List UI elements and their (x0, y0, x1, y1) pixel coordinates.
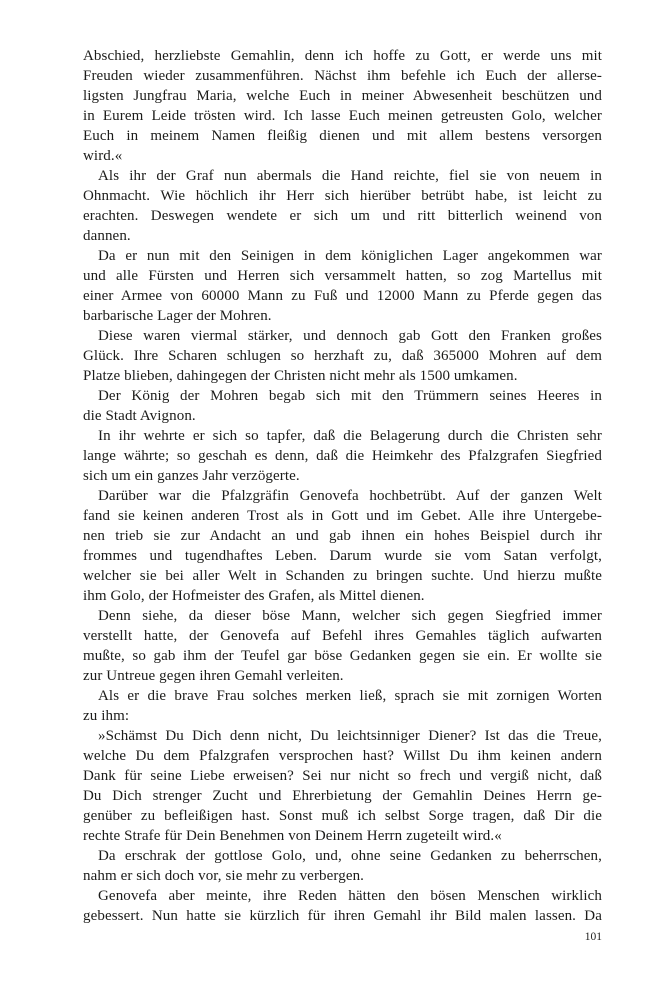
text-line: Als er die brave Frau solches merken ließ, sprach sie mit zornigen Worten (98, 688, 602, 704)
text-line: Freuden wieder zusammenführen. Nächst ihm befehle ich Euch der allerse- (83, 68, 602, 84)
text-line: barbarische Lager der Mohren. (83, 308, 272, 324)
paragraph (83, 46, 602, 166)
paragraph (83, 726, 602, 846)
text-line: einer Armee von 60000 Mann zu Fuß und 12000 Mann zu Pferde gegen das (83, 288, 602, 304)
text-line: Als ihr der Graf nun abermals die Hand reichte, fiel sie von neuem in (98, 168, 602, 184)
text-line: dannen. (83, 228, 131, 244)
text-line: lange währte; so geschah es denn, daß die Heimkehr des Pfalzgrafen Siegfried (83, 448, 602, 464)
text-line: welche Du dem Pfalzgrafen versprochen hast? Willst Du ihm keinen andern (83, 748, 602, 764)
text-line: wird.« (83, 148, 123, 164)
text-line: und alle Fürsten und Herren sich versammelt hatten, so zog Martellus mit (83, 268, 602, 284)
text-line: Euch in meinem Namen fleißig dienen und mit allem bestens versorgen (83, 128, 602, 144)
text-line: Diese waren viermal stärker, und dennoch gab Gott den Franken großes (98, 328, 602, 344)
text-line: Da erschrak der gottlose Golo, und, ohne seine Gedanken zu beherrschen, (98, 848, 602, 864)
text-line: rechte Strafe für Dein Benehmen von Deinem Herrn zugeteilt wird.« (83, 828, 502, 844)
text-line: Genovefa aber meinte, ihre Reden hätten den bösen Menschen wirklich (98, 888, 602, 904)
text-line: In ihr wehrte er sich so tapfer, daß die Belagerung durch die Christen sehr (98, 428, 602, 444)
paragraph (83, 166, 602, 246)
paragraph (83, 846, 602, 886)
text-line: mußte, so gab ihm der Teufel gar böse Gedanken gegen sie ein. Er wollte sie (83, 648, 602, 664)
text-line: die Stadt Avignon. (83, 408, 196, 424)
text-line: fand sie keinen anderen Trost als in Gott und im Gebet. Alle ihre Untergebe- (83, 508, 602, 524)
paragraph (83, 386, 602, 426)
text-line: nen trieb sie zur Andacht an und gab ihnen ein hohes Beispiel durch ihr (83, 528, 602, 544)
text-line: zu ihm: (83, 708, 130, 724)
text-line: frommes und tugendhaftes Leben. Darum wurde sie vom Satan verfolgt, (83, 548, 602, 564)
text-line: welcher sie bei aller Welt in Schanden zu bringen suchte. Und hierzu mußte (83, 568, 602, 584)
text-line: ligsten Jungfrau Maria, welche Euch in meiner Abwesenheit beschützen und (83, 88, 602, 104)
text-line: nahm er sich doch vor, sie mehr zu verbergen. (83, 868, 365, 884)
text-line: sich um ein ganzes Jahr verzögerte. (83, 468, 300, 484)
text-line: ihm Golo, der Hofmeister des Grafen, als Mittel dienen. (83, 588, 425, 604)
text-line: Ohnmacht. Wie höchlich ihr Herr sich hierüber betrübt habe, ist leicht zu (83, 188, 602, 204)
text-line: erachten. Deswegen wendete er sich um und ritt bitterlich weinend von (83, 208, 602, 224)
text-line: zur Untreue gegen ihren Gemahl verleiten. (83, 668, 344, 684)
text-line: Platze blieben, dahingegen der Christen nicht mehr als 1500 umkamen. (83, 368, 518, 384)
paragraph (83, 886, 602, 926)
paragraph (83, 606, 602, 686)
text-block (83, 46, 602, 926)
page-number: 101 (584, 931, 602, 943)
text-line: Glück. Ihre Scharen schlugen so herzhaft zu, daß 365000 Mohren auf dem (83, 348, 602, 364)
paragraph (83, 486, 602, 606)
paragraph (83, 246, 602, 326)
text-line: Dank für seine Liebe erweisen? Sei nur nicht so frech und vergiß nicht, daß (83, 768, 602, 784)
text-line: in Eurem Leide trösten wird. Ich lasse Euch meinen getreusten Golo, welcher (83, 108, 602, 124)
text-line: Darüber war die Pfalzgräfin Genovefa hochbetrübt. Auf der ganzen Welt (98, 488, 602, 504)
text-line: genüber zu befleißigen hast. Sonst muß ich selbst Sorge tragen, daß Dir die (83, 808, 602, 824)
paragraph (83, 326, 602, 386)
text-line: »Schämst Du Dich denn nicht, Du leichtsinniger Diener? Ist das die Treue, (98, 728, 602, 744)
text-line: Abschied, herzliebste Gemahlin, denn ich hoffe zu Gott, er werde uns mit (83, 48, 602, 64)
text-line: verstellt hatte, der Genovefa auf Befehl ihres Gemahles täglich aufwarten (83, 628, 602, 644)
text-line: Da er nun mit den Seinigen in dem königlichen Lager angekommen war (98, 248, 602, 264)
text-line: Denn siehe, da dieser böse Mann, welcher sich gegen Siegfried immer (98, 608, 602, 624)
text-line: Du Dich strenger Zucht und Ehrerbietung der Gemahlin Deines Herrn ge- (83, 788, 602, 804)
paragraph (83, 686, 602, 726)
text-line: Der König der Mohren begab sich mit den Trümmern seines Heeres in (98, 388, 602, 404)
paragraph (83, 426, 602, 486)
text-line: gebessert. Nun hatte sie kürzlich für ihren Gemahl ihr Bild malen lassen. Da (83, 908, 602, 924)
